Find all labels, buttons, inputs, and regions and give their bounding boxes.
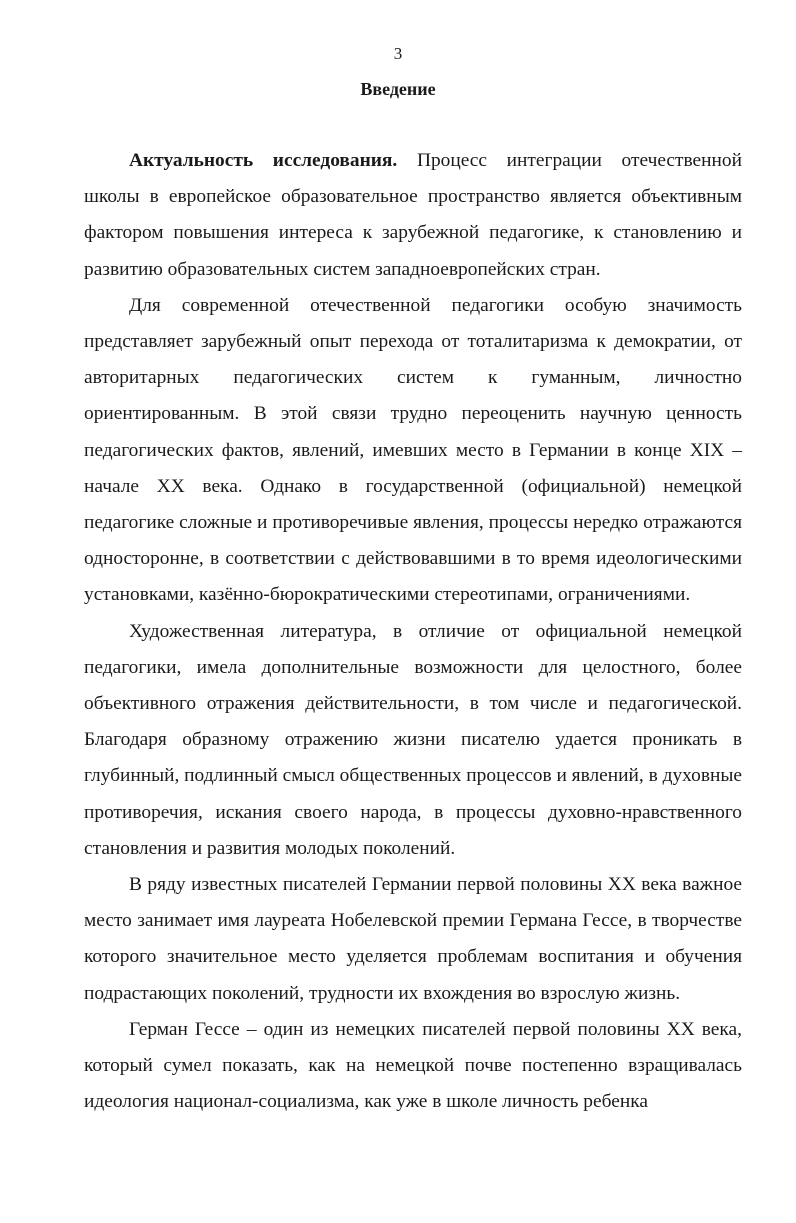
page-title: Введение [360,79,436,99]
document-body [84,143,742,1120]
paragraph-5 [84,1012,742,1121]
page-number: 3 [393,44,403,63]
paragraph-text: Процесс интеграции отечественной школы в европейское образовательное пространство является объективным фактором повышения интереса к зарубежной педагогике, к становлению и развитию образовательных систем западноевропейских стран. [84,150,742,280]
paragraph-text: Художественная литература, в отличие от официальной немецкой педагогики, имела дополнительные возможности для целостного, более объективного отражения действительности, в том числе и педагогической. Благодаря образному отражению жизни писателю удается проникать в глубинный, подлинный смысл общественных процессов и явлений, в духовные противоречия, искания своего народа, в процессы духовно-нравственного становления и развития молодых поколений. [84,620,742,859]
paragraph-text: В ряду известных писателей Германии первой половины XX века важное место занимает имя лауреата Нобелевской премии Германа Гессе, в творчестве которого значительное место уделяется проблемам воспитания и обучения подрастающих поколений, трудности их вхождения во взрослую жизнь. [84,874,742,1004]
paragraph-2 [84,288,742,614]
paragraph-1 [84,143,742,288]
paragraph-lead: Актуальность исследования. [129,150,398,171]
paragraph-4 [84,867,742,1012]
paragraph-text: Герман Гессе – один из немецких писателей первой половины XX века, который сумел показать, как на немецкой почве постепенно взращивалась идеология национал-социализма, как уже в школе личность ребенка [84,1018,742,1113]
paragraph-text: Для современной отечественной педагогики особую значимость представляет зарубежный опыт перехода от тоталитаризма к демократии, от авторитарных педагогических систем к гуманным, личностно ориентированным. В этой связи трудно переоценить научную ценность педагогических фактов, явлений, имевших место в Германии в конце XIX – начале XX века. Однако в государственной (официальной) немецкой педагогике сложные и противоречивые явления, процессы нередко отражаются односторонне, в соответствии с действовавшими в то время идеологическими установками, казённо-бюрократическими стереотипами, ограничениями. [84,294,742,606]
paragraph-3 [84,614,742,867]
